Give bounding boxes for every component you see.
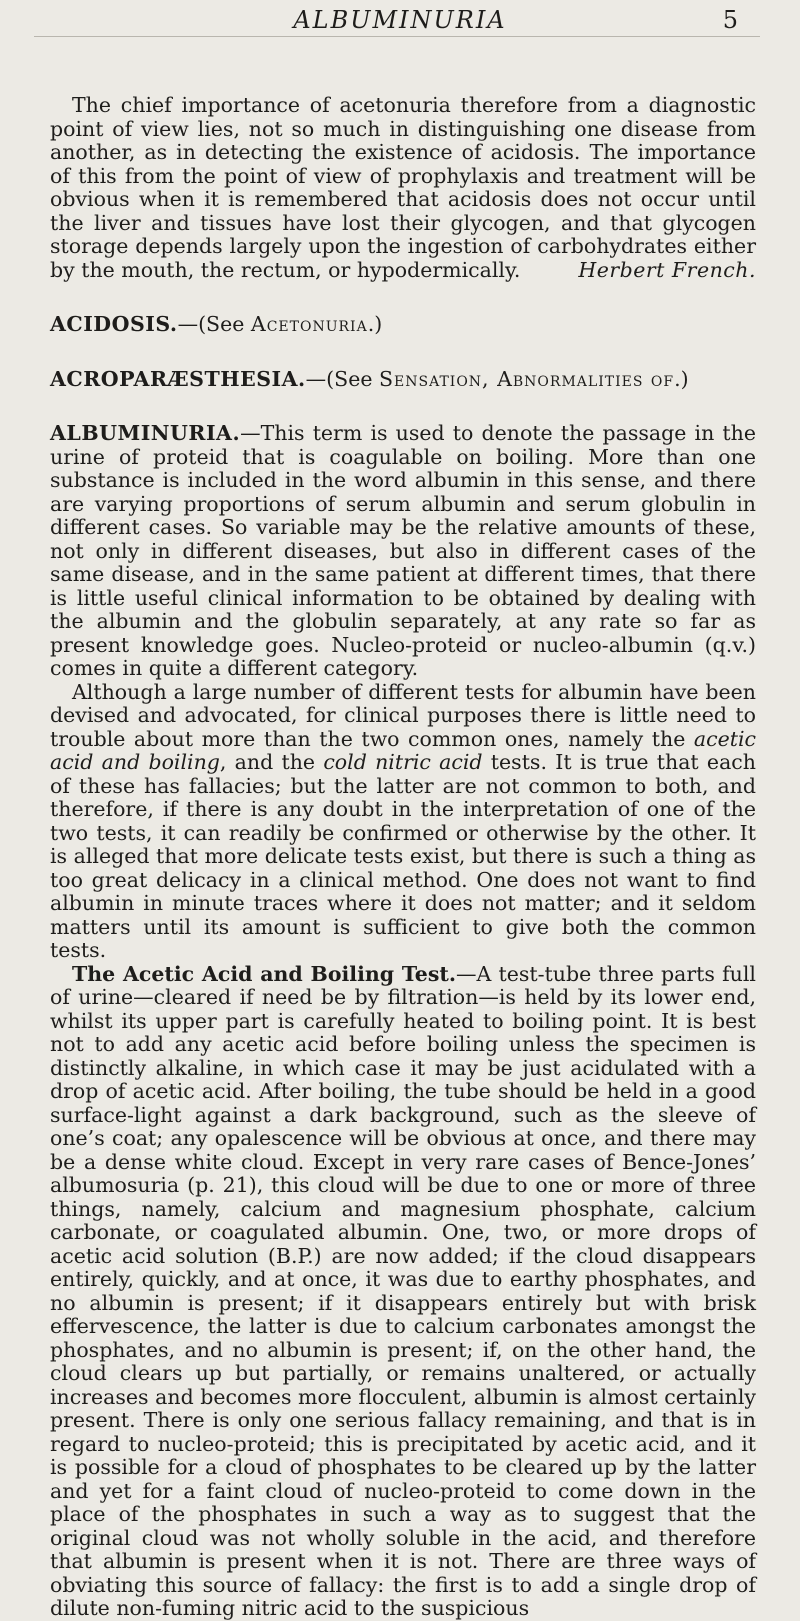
spacer <box>50 391 756 422</box>
close-paren: .) <box>367 312 383 336</box>
entry-term: ACIDOSIS. <box>50 312 178 336</box>
running-title: ALBUMINURIA <box>293 6 507 34</box>
page-number: 5 <box>722 6 738 34</box>
test-name-acetic: acetic acid and boiling <box>50 726 756 774</box>
tests-paragraph <box>50 681 756 963</box>
entry-acroparaesthesia <box>50 368 756 392</box>
entry-albuminuria <box>50 422 756 681</box>
acetonuria-paragraph <box>50 94 756 282</box>
entry-term: ALBUMINURIA. <box>50 421 241 445</box>
close-paren: .) <box>674 366 689 391</box>
text-run: , and the <box>219 750 324 774</box>
see-label: —(See <box>305 366 373 391</box>
test-name-nitric: cold nitric acid <box>323 750 483 774</box>
spacer <box>50 282 756 313</box>
see-label: —(See <box>177 312 245 336</box>
text-run: Although a large number of different tests for albumin have been devised and advocated, for clinical purposes there is little need to trouble about more than the two common ones, namely the <box>50 679 756 751</box>
acetonuria-text: The chief importance of acetonuria therefore from a diagnostic point of view lies, not so much in distinguishing one disease from another, as in detecting the existence of acidosis. The importance of this from the point of view of prophylaxis and treatment will be obvious when it is remembered that acidosis does not occur until the liver and tissues have lost their glycogen, and that glycogen storage depends largely upon the ingestion of carbohydrates either by the mouth, the rectum, or hypodermically. <box>50 93 756 282</box>
acetic-test-paragraph <box>50 963 756 1621</box>
body-text <box>50 94 756 1621</box>
acetic-test-text: —A test-tube three parts full of urine—cleared if need be by filtration—is held by its lower end, whilst its upper part is carefully heated to boiling point. It is best not to add any acetic acid before boiling unless the specimen is distinctly alkaline, in which case it may be just acidulated with a drop of acetic acid. After boiling, the tube should be held in a good surface-light against a dark background, such as the sleeve of one’s coat; any opalescence will be obvious at once, and there may be a dense white cloud. Except in very rare cases of Bence-Jones’ albumosuria (p. 21), this cloud will be due to one or more of three things, namely, calcium and magnesium phosphate, calcium carbonate, or coagulated albumin. One, two, or more drops of acetic acid solution (B.P.) are now added; if the cloud disappears entirely, quickly, and at once, it was due to earthy phosphates, and no albumin is present; if it disappears entirely but with brisk effervescence, the latter is due to calcium carbonates amongst the phosphates, and no albumin is present; if, on the other hand, the cloud clears up but partially, or remains unaltered, or actually increases and becomes more flocculent, albumin is almost certainly present. There is only one serious fallacy remaining, and that is in regard to nucleo-proteid; this is precipitated by acetic acid, and it is possible for a cloud of phosphates to be cleared up by the latter and yet for a faint cloud of nucleo-proteid to come down in the place of the phosphates in such a way as to suggest that the original cloud was not wholly soluble in the acid, and therefore that albumin is present when it is not. There are three ways of obviating this source of fallacy: the first is to add a single drop of dilute non-fuming nitric acid to the suspicious <box>50 961 756 1620</box>
spacer <box>50 337 756 368</box>
header-rule <box>34 36 760 37</box>
albuminuria-definition: —This term is used to denote the passage in the urine of proteid that is coagulable on boiling. More than one substance is included in the word albumin in this sense, and there are varying proportions of serum albumin and serum globulin in different cases. So variable may be the relative amounts of these, not only in different diseases, but also in different cases of the same disease, and in the same patient at different times, that there is little useful clinical information to be obtained by dealing with the albumin and the globulin separately, at any rate so far as present knowledge goes. Nucleo-proteid or nucleo-albumin (q.v.) comes in quite a different category. <box>50 421 756 680</box>
text-run: tests. It is true that each of these has fallacies; but the latter are not common to both, and therefore, if there is any doubt in the interpretation of one of the two tests, it can readily be confirmed or otherwise by the other. It is alleged that more delicate tests exist, but there is such a thing as too great delicacy in a clinical method. One does not want to find albumin in minute traces where it does not matter; and it seldom matters until its amount is sufficient to give both the common tests. <box>50 750 756 962</box>
entry-term: ACROPARÆSTHESIA. <box>50 366 306 391</box>
running-head <box>0 0 800 44</box>
entry-acidosis <box>50 313 756 337</box>
author-signature: Herbert French. <box>578 257 756 282</box>
subsection-heading: The Acetic Acid and Boiling Test. <box>72 961 456 986</box>
cross-reference-link[interactable]: Sensation, Abnormalities of <box>379 366 675 391</box>
cross-reference-link[interactable]: Acetonuria <box>250 312 368 336</box>
